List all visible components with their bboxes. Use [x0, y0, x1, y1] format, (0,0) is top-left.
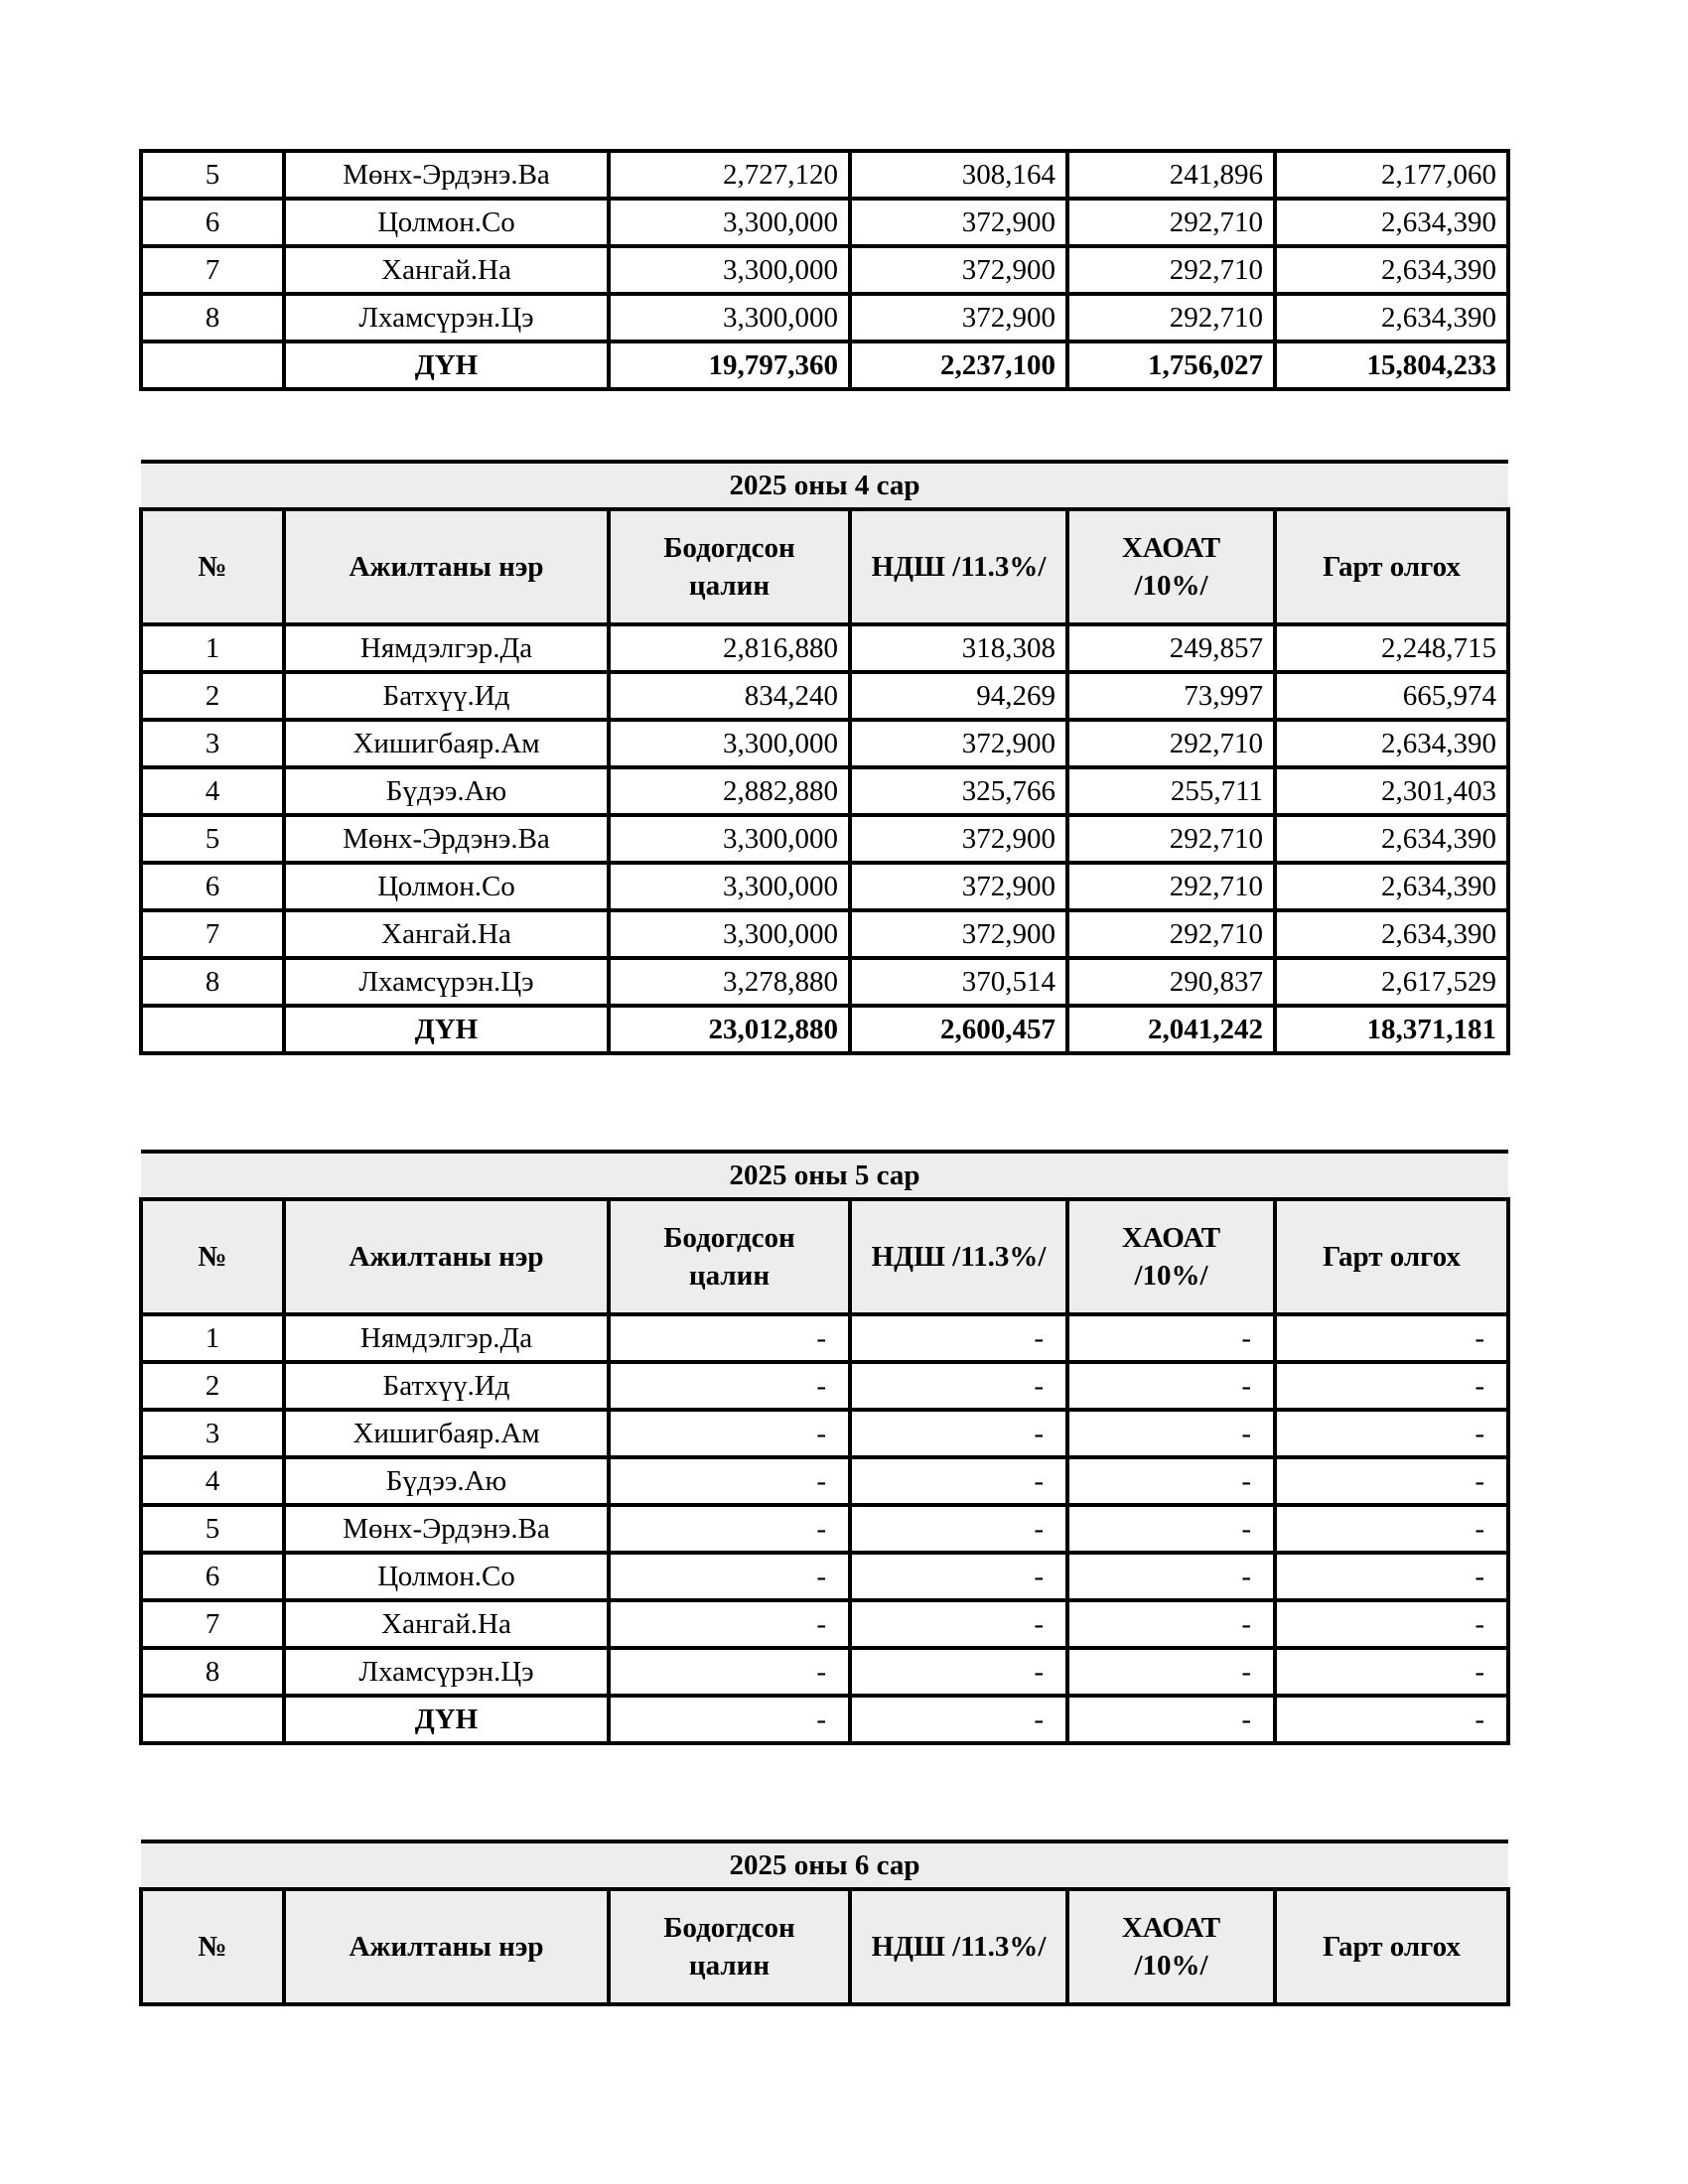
- gross-salary-cell: -: [609, 1600, 850, 1648]
- net-pay-cell: -: [1275, 1505, 1508, 1553]
- total-net-pay-cell: -: [1275, 1696, 1508, 1743]
- row-number-cell: 3: [141, 1410, 284, 1457]
- net-pay-cell: 2,634,390: [1275, 294, 1508, 341]
- employee-name-cell: Бүдээ.Аю: [284, 1457, 609, 1505]
- payroll-table-april: [139, 460, 1510, 1055]
- employee-name-cell: Лхамсүрэн.Цэ: [284, 294, 609, 341]
- gross-salary-cell: -: [609, 1505, 850, 1553]
- table-row: [141, 1362, 1508, 1410]
- employee-name-cell: Хангай.На: [284, 910, 609, 958]
- gross-salary-cell: 3,300,000: [609, 910, 850, 958]
- header-social-insurance: НДШ /11.3%/: [850, 1199, 1067, 1314]
- table-row: [141, 151, 1508, 199]
- total-employee-name-cell: ДҮН: [284, 1006, 609, 1053]
- income-tax-cell: -: [1067, 1314, 1275, 1362]
- employee-name-cell: Лхамсүрэн.Цэ: [284, 1648, 609, 1696]
- header-gross-salary-line2: цалин: [688, 1260, 771, 1292]
- header-gross-salary-line1: Бодогдсон: [663, 532, 795, 564]
- net-pay-cell: -: [1275, 1553, 1508, 1600]
- table-title-row: [141, 462, 1508, 509]
- employee-name-cell: Хишигбаяр.Ам: [284, 1410, 609, 1457]
- employee-name-cell: Батхүү.Ид: [284, 1362, 609, 1410]
- social-insurance-cell: 308,164: [850, 151, 1067, 199]
- income-tax-cell: 292,710: [1067, 294, 1275, 341]
- income-tax-cell: -: [1067, 1553, 1275, 1600]
- social-insurance-cell: 318,308: [850, 624, 1067, 672]
- header-income-tax-line2: /10%/: [1134, 1260, 1208, 1292]
- gross-salary-cell: -: [609, 1314, 850, 1362]
- total-row-number-cell: [141, 341, 284, 389]
- gross-salary-cell: 3,300,000: [609, 294, 850, 341]
- social-insurance-cell: -: [850, 1362, 1067, 1410]
- social-insurance-cell: 372,900: [850, 294, 1067, 341]
- table-row: [141, 1600, 1508, 1648]
- gross-salary-cell: 3,278,880: [609, 958, 850, 1006]
- gross-salary-cell: 3,300,000: [609, 720, 850, 767]
- net-pay-cell: -: [1275, 1457, 1508, 1505]
- social-insurance-cell: 325,766: [850, 767, 1067, 815]
- header-number: №: [141, 509, 284, 624]
- header-employee-name: Ажилтаны нэр: [284, 509, 609, 624]
- net-pay-cell: -: [1275, 1314, 1508, 1362]
- total-social-insurance-cell: -: [850, 1696, 1067, 1743]
- table-row: [141, 863, 1508, 910]
- table-body: [141, 151, 1508, 389]
- social-insurance-cell: 372,900: [850, 863, 1067, 910]
- table-header-row: [141, 1889, 1508, 2004]
- row-number-cell: 8: [141, 958, 284, 1006]
- gross-salary-cell: 3,300,000: [609, 199, 850, 246]
- employee-name-cell: Нямдэлгэр.Да: [284, 1314, 609, 1362]
- row-number-cell: 5: [141, 815, 284, 863]
- total-row-number-cell: [141, 1006, 284, 1053]
- table-body: [141, 462, 1508, 1053]
- table-row: [141, 1457, 1508, 1505]
- table-title: 2025 оны 6 сар: [141, 1842, 1508, 1889]
- net-pay-cell: -: [1275, 1410, 1508, 1457]
- header-net-pay: Гарт олгох: [1275, 1199, 1508, 1314]
- table-row: [141, 1314, 1508, 1362]
- header-income-tax-line1: ХАОАТ: [1121, 1222, 1221, 1254]
- table-row: [141, 294, 1508, 341]
- employee-name-cell: Хишигбаяр.Ам: [284, 720, 609, 767]
- gross-salary-cell: -: [609, 1457, 850, 1505]
- net-pay-cell: 2,634,390: [1275, 815, 1508, 863]
- total-employee-name-cell: ДҮН: [284, 341, 609, 389]
- total-income-tax-cell: -: [1067, 1696, 1275, 1743]
- income-tax-cell: -: [1067, 1648, 1275, 1696]
- total-gross-salary-cell: 19,797,360: [609, 341, 850, 389]
- social-insurance-cell: -: [850, 1505, 1067, 1553]
- net-pay-cell: -: [1275, 1648, 1508, 1696]
- header-gross-salary-line2: цалин: [688, 1950, 771, 1981]
- total-row: [141, 1006, 1508, 1053]
- gross-salary-cell: -: [609, 1410, 850, 1457]
- table-title: 2025 оны 5 сар: [141, 1152, 1508, 1199]
- table-row: [141, 199, 1508, 246]
- row-number-cell: 7: [141, 910, 284, 958]
- income-tax-cell: 292,710: [1067, 910, 1275, 958]
- header-gross-salary: [609, 1889, 850, 2004]
- net-pay-cell: -: [1275, 1600, 1508, 1648]
- gross-salary-cell: 3,300,000: [609, 815, 850, 863]
- income-tax-cell: 292,710: [1067, 720, 1275, 767]
- income-tax-cell: 292,710: [1067, 863, 1275, 910]
- total-row: [141, 1696, 1508, 1743]
- row-number-cell: 5: [141, 1505, 284, 1553]
- header-income-tax-line2: /10%/: [1134, 570, 1208, 602]
- net-pay-cell: 2,634,390: [1275, 199, 1508, 246]
- table-row: [141, 1648, 1508, 1696]
- gross-salary-cell: -: [609, 1553, 850, 1600]
- table-title-row: [141, 1152, 1508, 1199]
- header-income-tax: [1067, 1889, 1275, 2004]
- header-income-tax-line2: /10%/: [1134, 1950, 1208, 1981]
- header-gross-salary: [609, 509, 850, 624]
- total-row-number-cell: [141, 1696, 284, 1743]
- employee-name-cell: Мөнх-Эрдэнэ.Ва: [284, 151, 609, 199]
- net-pay-cell: 665,974: [1275, 672, 1508, 720]
- total-net-pay-cell: 15,804,233: [1275, 341, 1508, 389]
- table-row: [141, 1553, 1508, 1600]
- table-row: [141, 1505, 1508, 1553]
- row-number-cell: 2: [141, 672, 284, 720]
- social-insurance-cell: 372,900: [850, 199, 1067, 246]
- net-pay-cell: 2,617,529: [1275, 958, 1508, 1006]
- gross-salary-cell: 2,816,880: [609, 624, 850, 672]
- header-social-insurance: НДШ /11.3%/: [850, 509, 1067, 624]
- table-title-row: [141, 1842, 1508, 1889]
- header-income-tax-line1: ХАОАТ: [1121, 532, 1221, 564]
- header-number: №: [141, 1199, 284, 1314]
- row-number-cell: 8: [141, 1648, 284, 1696]
- table-header-row: [141, 1199, 1508, 1314]
- income-tax-cell: 255,711: [1067, 767, 1275, 815]
- social-insurance-cell: -: [850, 1553, 1067, 1600]
- employee-name-cell: Бүдээ.Аю: [284, 767, 609, 815]
- row-number-cell: 7: [141, 246, 284, 294]
- employee-name-cell: Цолмон.Со: [284, 863, 609, 910]
- employee-name-cell: Мөнх-Эрдэнэ.Ва: [284, 815, 609, 863]
- table-row: [141, 815, 1508, 863]
- payroll-table-june: [139, 1840, 1510, 2006]
- row-number-cell: 5: [141, 151, 284, 199]
- social-insurance-cell: -: [850, 1648, 1067, 1696]
- total-gross-salary-cell: -: [609, 1696, 850, 1743]
- social-insurance-cell: 372,900: [850, 815, 1067, 863]
- employee-name-cell: Цолмон.Со: [284, 1553, 609, 1600]
- net-pay-cell: 2,177,060: [1275, 151, 1508, 199]
- payroll-table-continued: [139, 149, 1510, 391]
- income-tax-cell: -: [1067, 1600, 1275, 1648]
- total-net-pay-cell: 18,371,181: [1275, 1006, 1508, 1053]
- net-pay-cell: 2,634,390: [1275, 910, 1508, 958]
- employee-name-cell: Батхүү.Ид: [284, 672, 609, 720]
- table-title: 2025 оны 4 сар: [141, 462, 1508, 509]
- income-tax-cell: 249,857: [1067, 624, 1275, 672]
- total-gross-salary-cell: 23,012,880: [609, 1006, 850, 1053]
- net-pay-cell: 2,301,403: [1275, 767, 1508, 815]
- income-tax-cell: 292,710: [1067, 246, 1275, 294]
- employee-name-cell: Лхамсүрэн.Цэ: [284, 958, 609, 1006]
- table-row: [141, 720, 1508, 767]
- net-pay-cell: 2,634,390: [1275, 863, 1508, 910]
- gross-salary-cell: -: [609, 1362, 850, 1410]
- employee-name-cell: Цолмон.Со: [284, 199, 609, 246]
- social-insurance-cell: 372,900: [850, 910, 1067, 958]
- income-tax-cell: -: [1067, 1457, 1275, 1505]
- gross-salary-cell: 3,300,000: [609, 246, 850, 294]
- social-insurance-cell: -: [850, 1410, 1067, 1457]
- header-gross-salary: [609, 1199, 850, 1314]
- net-pay-cell: 2,634,390: [1275, 246, 1508, 294]
- header-gross-salary-line1: Бодогдсон: [663, 1912, 795, 1944]
- total-social-insurance-cell: 2,600,457: [850, 1006, 1067, 1053]
- row-number-cell: 4: [141, 1457, 284, 1505]
- table-row: [141, 246, 1508, 294]
- income-tax-cell: -: [1067, 1410, 1275, 1457]
- header-net-pay: Гарт олгох: [1275, 509, 1508, 624]
- employee-name-cell: Хангай.На: [284, 246, 609, 294]
- row-number-cell: 3: [141, 720, 284, 767]
- header-income-tax: [1067, 509, 1275, 624]
- row-number-cell: 8: [141, 294, 284, 341]
- employee-name-cell: Нямдэлгэр.Да: [284, 624, 609, 672]
- header-number: №: [141, 1889, 284, 2004]
- table-row: [141, 767, 1508, 815]
- social-insurance-cell: 372,900: [850, 246, 1067, 294]
- income-tax-cell: 292,710: [1067, 199, 1275, 246]
- employee-name-cell: Мөнх-Эрдэнэ.Ва: [284, 1505, 609, 1553]
- row-number-cell: 1: [141, 1314, 284, 1362]
- gross-salary-cell: 3,300,000: [609, 863, 850, 910]
- gross-salary-cell: 2,882,880: [609, 767, 850, 815]
- table-row: [141, 624, 1508, 672]
- row-number-cell: 4: [141, 767, 284, 815]
- table-body: [141, 1842, 1508, 2004]
- header-employee-name: Ажилтаны нэр: [284, 1199, 609, 1314]
- social-insurance-cell: -: [850, 1600, 1067, 1648]
- social-insurance-cell: 370,514: [850, 958, 1067, 1006]
- header-employee-name: Ажилтаны нэр: [284, 1889, 609, 2004]
- income-tax-cell: -: [1067, 1505, 1275, 1553]
- total-employee-name-cell: ДҮН: [284, 1696, 609, 1743]
- row-number-cell: 6: [141, 1553, 284, 1600]
- table-body: [141, 1152, 1508, 1743]
- table-row: [141, 1410, 1508, 1457]
- header-gross-salary-line2: цалин: [688, 570, 771, 602]
- header-income-tax: [1067, 1199, 1275, 1314]
- table-row: [141, 958, 1508, 1006]
- total-income-tax-cell: 2,041,242: [1067, 1006, 1275, 1053]
- gross-salary-cell: 834,240: [609, 672, 850, 720]
- row-number-cell: 6: [141, 863, 284, 910]
- net-pay-cell: 2,634,390: [1275, 720, 1508, 767]
- total-social-insurance-cell: 2,237,100: [850, 341, 1067, 389]
- header-social-insurance: НДШ /11.3%/: [850, 1889, 1067, 2004]
- income-tax-cell: 292,710: [1067, 815, 1275, 863]
- total-income-tax-cell: 1,756,027: [1067, 341, 1275, 389]
- social-insurance-cell: 94,269: [850, 672, 1067, 720]
- row-number-cell: 2: [141, 1362, 284, 1410]
- social-insurance-cell: -: [850, 1457, 1067, 1505]
- row-number-cell: 7: [141, 1600, 284, 1648]
- income-tax-cell: 290,837: [1067, 958, 1275, 1006]
- table-row: [141, 672, 1508, 720]
- row-number-cell: 6: [141, 199, 284, 246]
- employee-name-cell: Хангай.На: [284, 1600, 609, 1648]
- gross-salary-cell: 2,727,120: [609, 151, 850, 199]
- income-tax-cell: -: [1067, 1362, 1275, 1410]
- income-tax-cell: 73,997: [1067, 672, 1275, 720]
- header-gross-salary-line1: Бодогдсон: [663, 1222, 795, 1254]
- income-tax-cell: 241,896: [1067, 151, 1275, 199]
- net-pay-cell: 2,248,715: [1275, 624, 1508, 672]
- payroll-table-may: [139, 1150, 1510, 1745]
- header-income-tax-line1: ХАОАТ: [1121, 1912, 1221, 1944]
- social-insurance-cell: -: [850, 1314, 1067, 1362]
- table-row: [141, 910, 1508, 958]
- header-net-pay: Гарт олгох: [1275, 1889, 1508, 2004]
- row-number-cell: 1: [141, 624, 284, 672]
- social-insurance-cell: 372,900: [850, 720, 1067, 767]
- gross-salary-cell: -: [609, 1648, 850, 1696]
- net-pay-cell: -: [1275, 1362, 1508, 1410]
- table-header-row: [141, 509, 1508, 624]
- total-row: [141, 341, 1508, 389]
